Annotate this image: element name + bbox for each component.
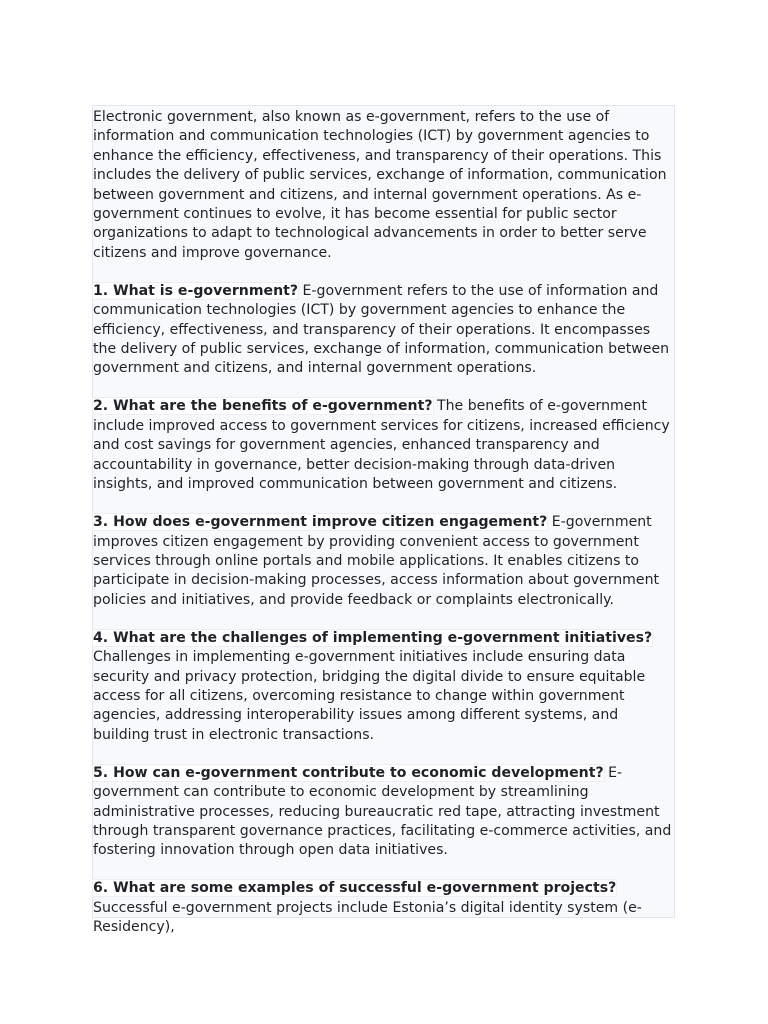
faq-item-2 bbox=[93, 397, 672, 494]
document-box bbox=[92, 105, 675, 936]
faq-question: 6. What are some examples of successful e-government projects? bbox=[93, 880, 617, 897]
faq-question: 1. What is e-government? bbox=[93, 282, 299, 299]
faq-item-4 bbox=[93, 629, 672, 745]
faq-answer: Challenges in implementing e-government initiatives include ensuring data security and privacy protection, bridging the digital divide to ensure equitable access for all citizens, overcoming resistance to change within government agencies, addressing interoperability issues among different systems, and building trust in electronic transactions. bbox=[93, 649, 646, 743]
faq-question: 2. What are the benefits of e-government? bbox=[93, 398, 433, 415]
faq-answer: E-government improves citizen engagement by providing convenient access to government services through online portals and mobile applications. It enables citizens to participate in decision-making processes, access information about government policies and initiatives, and provide feedback or complaints electronically. bbox=[93, 514, 660, 608]
faq-question: 3. How does e-government improve citizen engagement? bbox=[93, 514, 548, 531]
faq-item-6 bbox=[93, 879, 672, 937]
faq-answer: E-government can contribute to economic development by streamlining administrative processes, reducing bureaucratic red tape, attracting investment through transparent governance practices, facilitating e-commerce activities, and fostering innovation through open data initiatives. bbox=[93, 764, 672, 859]
document-content bbox=[93, 106, 674, 938]
faq-item-3 bbox=[93, 513, 672, 610]
intro-paragraph: Electronic government, also known as e-government, refers to the use of information and communication technologies (ICT) by government agencies to enhance the efficiency, effectiveness, and transparency of their operations. This includes the delivery of public services, exchange of information, communication between government and citizens, and internal government operations. As e-government continues to evolve, it has become essential for public sector organizations to adapt to technological advancements in order to better serve citizens and improve governance. bbox=[93, 109, 667, 261]
faq-question: 5. How can e-government contribute to economic development? bbox=[93, 764, 604, 781]
faq-answer: E-government refers to the use of information and communication technologies (ICT) by government agencies to enhance the efficiency, effectiveness, and transparency of their operations. It encompasses the delivery of public services, exchange of information, communication between government and citizens, and internal government operations. bbox=[93, 282, 670, 377]
faq-question: 4. What are the challenges of implementing e-government initiatives? bbox=[93, 629, 653, 646]
faq-answer: The benefits of e-government include improved access to government services for citizens, increased efficiency and cost savings for government agencies, enhanced transparency and accountability in governance, better decision-making through data-driven insights, and improved communication between government and citizens. bbox=[93, 398, 670, 493]
faq-item-5 bbox=[93, 764, 672, 861]
faq-answer: Successful e-government projects include Estonia’s digital identity system (e-Residency), bbox=[93, 899, 642, 936]
faq-item-1 bbox=[93, 282, 672, 379]
